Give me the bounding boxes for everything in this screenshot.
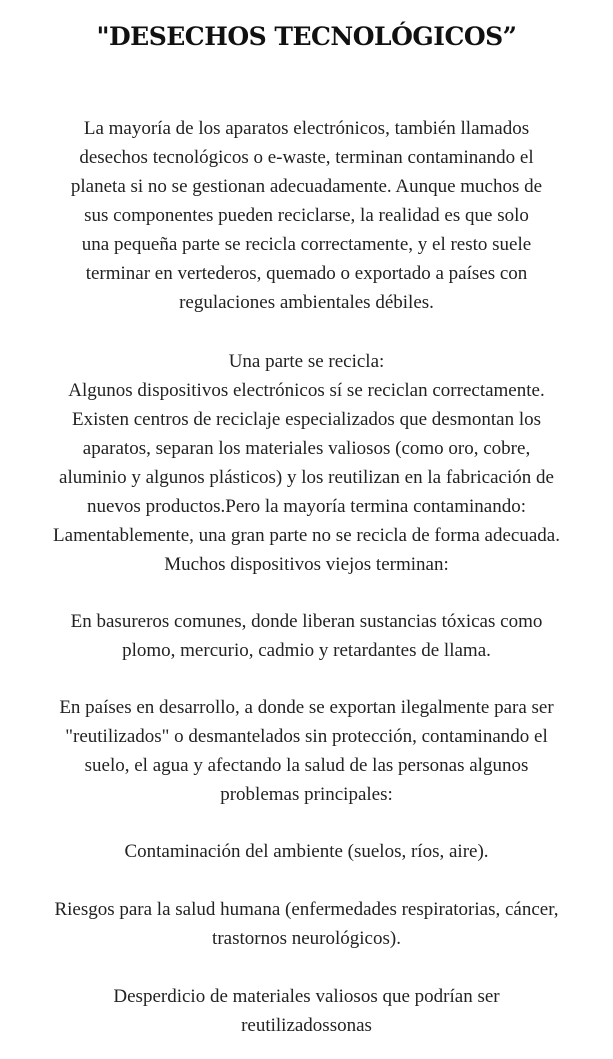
text-line: Una parte se recicla: <box>228 351 385 372</box>
text-line: Algunos dispositivos electrónicos sí se reciclan correctamente. <box>68 380 545 401</box>
text-line: La mayoría de los aparatos electrónicos, también llamados <box>83 118 530 139</box>
text-line: Riesgos para la salud humana (enfermedades respiratorias, cáncer, <box>54 899 559 920</box>
text-line: reutilizadossonas <box>241 1015 372 1036</box>
text-line: aparatos, separan los materiales valiosos (como oro, cobre, <box>82 438 531 459</box>
text-line: problemas principales: <box>220 784 393 805</box>
text-line: Contaminación del ambiente (suelos, ríos, aire). <box>124 841 489 862</box>
text-line: una pequeña parte se recicla correctamente, y el resto suele <box>81 234 532 255</box>
waste-materials-paragraph <box>0 982 613 1040</box>
text-line: En países en desarrollo, a donde se exportan ilegalmente para ser <box>59 697 554 718</box>
text-line: desechos tecnológicos o e-waste, terminan contaminando el <box>79 147 534 168</box>
text-line: sus componentes pueden reciclarse, la realidad es que solo <box>84 205 529 226</box>
pollution-paragraph <box>0 837 613 866</box>
text-line: En basureros comunes, donde liberan sustancias tóxicas como <box>70 611 543 632</box>
text-line: Existen centros de reciclaje especializados que desmontan los <box>71 409 542 430</box>
text-line: Desperdicio de materiales valiosos que podrían ser <box>113 986 500 1007</box>
recycling-paragraph <box>0 347 613 579</box>
text-line: Lamentablemente, una gran parte no se recicla de forma adecuada. <box>53 525 560 546</box>
text-line: aluminio y algunos plásticos) y los reutilizan en la fabricación de <box>59 467 554 488</box>
export-paragraph <box>0 693 613 809</box>
health-risks-paragraph <box>0 895 613 953</box>
document-title: "DESECHOS TECNOLÓGICOS” <box>96 22 517 51</box>
text-line: trastornos neurológicos). <box>212 928 401 949</box>
text-line: regulaciones ambientales débiles. <box>179 292 434 313</box>
text-line: terminar en vertederos, quemado o exportado a países con <box>85 263 528 284</box>
text-line: planeta si no se gestionan adecuadamente. Aunque muchos de <box>70 176 543 197</box>
text-line: plomo, mercurio, cadmio y retardantes de llama. <box>122 640 491 661</box>
landfill-paragraph <box>0 607 613 665</box>
text-line: nuevos productos.Pero la mayoría termina contaminando: <box>87 496 526 517</box>
text-line: "reutilizados" o desmantelados sin protección, contaminando el <box>65 726 548 747</box>
intro-paragraph <box>0 114 613 317</box>
text-line: suelo, el agua y afectando la salud de las personas algunos <box>84 755 529 776</box>
text-line: Muchos dispositivos viejos terminan: <box>164 554 449 575</box>
